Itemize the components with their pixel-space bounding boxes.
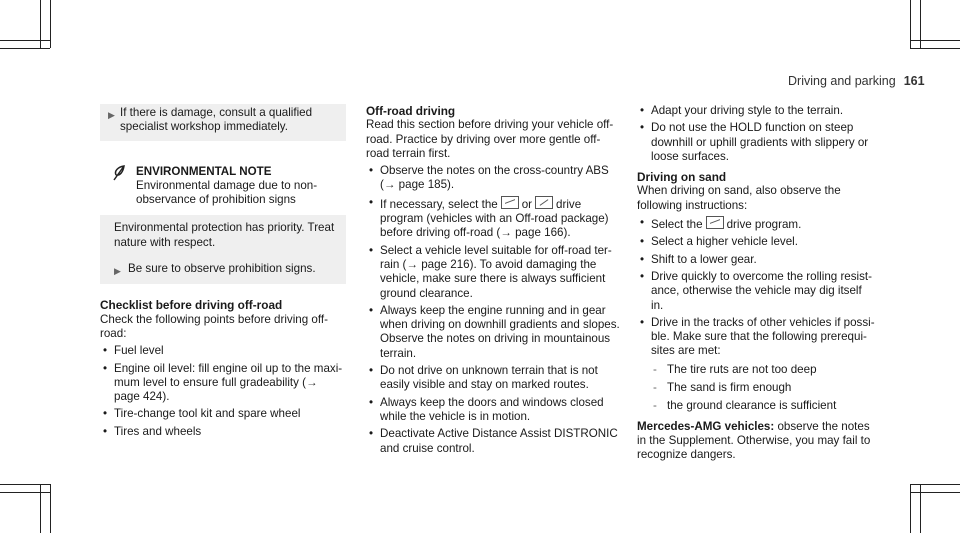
checklist-intro: Check the following points before driving off-road: bbox=[100, 312, 328, 340]
damage-notice bbox=[100, 104, 346, 141]
list-item: • Always keep the doors and windows closed while the vehicle is in motion. bbox=[366, 396, 623, 425]
leaf-icon bbox=[112, 165, 126, 181]
crop-mark bbox=[910, 40, 960, 41]
offroad-program-icon bbox=[501, 196, 519, 209]
list-item: • Observe the notes on the cross-country ABS (→ page 185). bbox=[366, 164, 623, 193]
list-item: • Engine oil level: fill engine oil up to the maximum level to ensure full gradeability (→ page 424). bbox=[100, 362, 346, 405]
env-note-text: Environmental protection has priority. Treat nature with respect. bbox=[114, 221, 335, 249]
amg-note bbox=[637, 420, 877, 463]
item-text: drive program (vehicles with an Off-road package) before driving off-road (→ page 166). bbox=[380, 197, 609, 240]
play-arrow-icon: ▶ bbox=[108, 110, 115, 120]
sand-list bbox=[637, 216, 877, 414]
crop-mark bbox=[0, 484, 50, 485]
list-item: • Do not use the HOLD function on steep downhill or uphill gradients with slippery or loose surfaces. bbox=[637, 121, 877, 164]
amg-label: Mercedes-AMG vehicles: bbox=[637, 419, 775, 433]
prerequisite-item: - the ground clearance is sufficient bbox=[637, 399, 877, 413]
checklist bbox=[100, 344, 346, 439]
crop-mark bbox=[910, 492, 960, 493]
terrain-list bbox=[637, 104, 877, 164]
damage-notice-text: If there is damage, consult a qualified specialist workshop immediately. bbox=[120, 106, 313, 134]
column-3 bbox=[637, 104, 877, 463]
crop-mark bbox=[0, 40, 50, 41]
list-item: • Select a vehicle level suitable for off-road terrain (→ page 216). To avoid damaging the vehicle, make sure there is always sufficient ground clearance. bbox=[366, 244, 623, 301]
list-item: • Drive in the tracks of other vehicles if possible. Make sure that the following prerequisites are met: bbox=[637, 316, 877, 359]
offroad-list bbox=[366, 164, 623, 456]
crop-mark bbox=[910, 48, 960, 49]
item-text: or bbox=[521, 197, 533, 211]
list-item: • Fuel level bbox=[100, 344, 346, 358]
section-title: Driving and parking bbox=[788, 74, 896, 88]
sand-intro: When driving on sand, also observe the following instructions: bbox=[637, 184, 841, 212]
env-note-intro: Environmental damage due to non-observance of prohibition signs bbox=[136, 178, 318, 207]
offroad-program-icon bbox=[706, 216, 724, 229]
list-item bbox=[637, 216, 877, 232]
list-item: • Always keep the engine running and in gear when driving on downhill gradients and slopes. Observe the notes on driving in mountainous terrain. bbox=[366, 304, 623, 361]
list-item: • Deactivate Active Distance Assist DISTRONIC and cruise control. bbox=[366, 427, 623, 456]
column-1 bbox=[100, 104, 346, 439]
environmental-note bbox=[100, 153, 346, 216]
env-note-title: ENVIRONMENTAL NOTE bbox=[136, 164, 272, 178]
amg-text: observe the notes in the Supplement. Otherwise, you may fail to recognize dangers. bbox=[637, 419, 871, 462]
env-note-body bbox=[100, 215, 346, 284]
list-item bbox=[366, 196, 623, 241]
list-item: • Adapt your driving style to the terrain. bbox=[637, 104, 877, 118]
crop-mark bbox=[0, 492, 50, 493]
env-note-action-text: Be sure to observe prohibition signs. bbox=[128, 262, 316, 276]
crop-mark bbox=[50, 0, 51, 48]
running-header bbox=[788, 74, 925, 88]
list-item: • Shift to a lower gear. bbox=[637, 253, 877, 267]
list-item: • Drive quickly to overcome the rolling resistance, otherwise the vehicle may dig itself in. bbox=[637, 270, 877, 313]
list-item: • Tire-change tool kit and spare wheel bbox=[100, 407, 346, 421]
offroad-plus-program-icon bbox=[535, 196, 553, 209]
page-number: 161 bbox=[903, 74, 925, 88]
prerequisite-item: - The tire ruts are not too deep bbox=[637, 363, 877, 377]
prerequisite-item: - The sand is firm enough bbox=[637, 381, 877, 395]
crop-mark bbox=[910, 484, 960, 485]
list-item: • Select a higher vehicle level. bbox=[637, 235, 877, 249]
crop-mark bbox=[0, 48, 50, 49]
sand-heading: Driving on sand bbox=[637, 170, 727, 185]
column-2 bbox=[366, 104, 623, 456]
item-text: drive program. bbox=[726, 218, 802, 232]
offroad-heading: Off-road driving bbox=[366, 104, 456, 118]
item-text: If necessary, select the bbox=[380, 197, 498, 211]
play-arrow-icon: ▶ bbox=[114, 266, 121, 277]
item-text: Select the bbox=[651, 218, 703, 232]
checklist-heading: Checklist before driving off-road bbox=[100, 298, 283, 313]
crop-mark bbox=[50, 484, 51, 533]
list-item: • Do not drive on unknown terrain that is not easily visible and stay on marked routes. bbox=[366, 364, 623, 393]
env-note-action bbox=[114, 262, 336, 276]
offroad-intro: Read this section before driving your vehicle off-road. Practice by driving over more gentle off-road terrain first. bbox=[366, 118, 614, 160]
list-item: • Tires and wheels bbox=[100, 425, 346, 439]
